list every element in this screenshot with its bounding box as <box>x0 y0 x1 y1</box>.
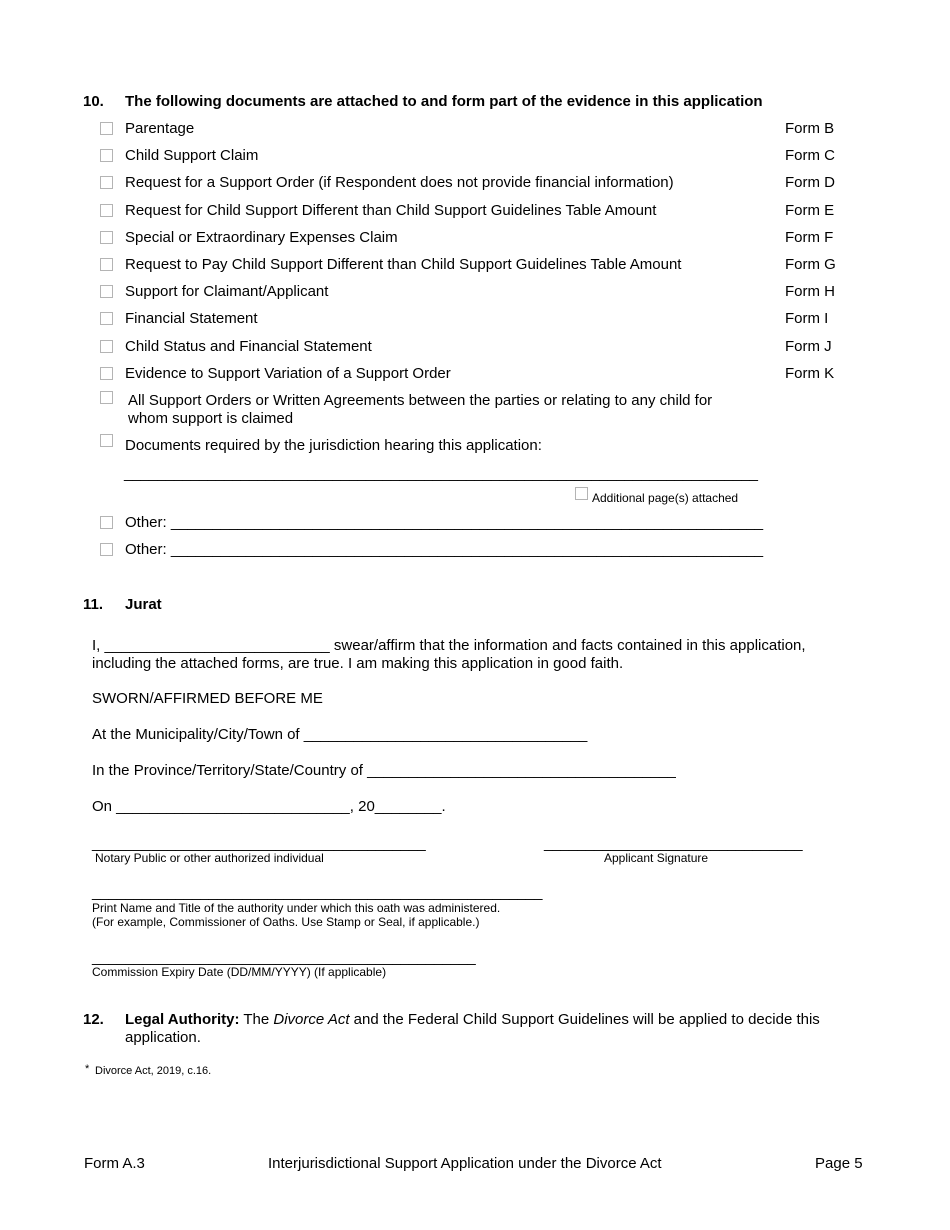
other-1-checkbox[interactable] <box>100 516 113 529</box>
document-form-ref: Form J <box>785 338 832 355</box>
notary-signature-line[interactable]: ________________________________________ <box>92 835 426 852</box>
legal-authority-text-pre: The <box>239 1011 274 1028</box>
footer-form-id: Form A.3 <box>84 1155 145 1172</box>
print-name-line[interactable]: ______________________________________________________ <box>92 884 543 901</box>
document-checkbox[interactable] <box>100 285 113 298</box>
divorce-act-name: Divorce Act <box>273 1011 350 1028</box>
section-12-number: 12. <box>83 1011 104 1028</box>
document-form-ref: Form I <box>785 310 829 327</box>
document-form-ref: Form B <box>785 120 835 137</box>
support-orders-label-line1: All Support Orders or Written Agreements between the parties or relating to any child for <box>128 392 713 409</box>
document-form-ref: Form H <box>785 283 835 300</box>
footnote-text: Divorce Act, 2019, c.16. <box>95 1065 212 1077</box>
other-2-field[interactable]: Other: _______________________________________________________________________ <box>125 541 764 558</box>
section-11-number: 11. <box>83 596 104 613</box>
document-label: Parentage <box>125 120 195 137</box>
document-label: Request for a Support Order (if Respondent does not provide financial information) <box>125 174 674 191</box>
document-checkbox[interactable] <box>100 312 113 325</box>
document-form-ref: Form K <box>785 365 835 382</box>
jurisdiction-docs-label: Documents required by the jurisdiction hearing this application: <box>125 437 542 454</box>
legal-authority-heading: Legal Authority: <box>125 1011 240 1028</box>
section-10-number: 10. <box>83 93 104 110</box>
document-label: Financial Statement <box>125 310 258 327</box>
document-label: Special or Extraordinary Expenses Claim <box>125 229 398 246</box>
footer-title: Interjurisdictional Support Application under the Divorce Act <box>268 1155 662 1172</box>
document-checkbox[interactable] <box>100 176 113 189</box>
section-11-heading: Jurat <box>125 596 162 613</box>
print-name-label-1: Print Name and Title of the authority under which this oath was administered. <box>92 901 501 915</box>
document-label: Support for Claimant/Applicant <box>125 283 329 300</box>
commission-expiry-line[interactable]: ______________________________________________ <box>92 949 476 966</box>
municipality-field[interactable]: At the Municipality/City/Town of __________________________________ <box>92 726 588 743</box>
applicant-signature-label: Applicant Signature <box>604 851 709 865</box>
date-field[interactable]: On ____________________________, 20________. <box>92 798 446 815</box>
document-checkbox[interactable] <box>100 204 113 217</box>
section-12-text-line1 <box>125 1011 820 1029</box>
jurisdiction-docs-checkbox[interactable] <box>100 434 113 447</box>
document-form-ref: Form E <box>785 202 835 219</box>
print-name-label-2: (For example, Commissioner of Oaths. Use Stamp or Seal, if applicable.) <box>92 915 480 929</box>
legal-authority-text-post: and the Federal Child Support Guidelines will be applied to decide this <box>349 1011 820 1028</box>
document-checkbox[interactable] <box>100 122 113 135</box>
jurisdiction-docs-blank[interactable]: ____________________________________________________________________________ <box>124 465 759 482</box>
document-label: Child Status and Financial Statement <box>125 338 372 355</box>
section-12-text-line2: application. <box>125 1029 201 1046</box>
document-label: Request to Pay Child Support Different than Child Support Guidelines Table Amount <box>125 256 682 273</box>
section-10-heading: The following documents are attached to and form part of the evidence in this application <box>125 93 763 110</box>
oath-line-2: including the attached forms, are true. I am making this application in good faith. <box>92 655 624 672</box>
document-checkbox[interactable] <box>100 258 113 271</box>
additional-pages-label: Additional page(s) attached <box>592 491 739 505</box>
document-label: Child Support Claim <box>125 147 259 164</box>
notary-signature-label: Notary Public or other authorized individual <box>95 851 324 865</box>
footer-page-number: Page 5 <box>815 1155 863 1172</box>
support-orders-label-line2: whom support is claimed <box>128 410 294 427</box>
document-label: Evidence to Support Variation of a Support Order <box>125 365 451 382</box>
other-1-field[interactable]: Other: _______________________________________________________________________ <box>125 514 764 531</box>
document-checkbox[interactable] <box>100 231 113 244</box>
other-2-checkbox[interactable] <box>100 543 113 556</box>
document-form-ref: Form G <box>785 256 836 273</box>
document-form-ref: Form F <box>785 229 834 246</box>
support-orders-checkbox[interactable] <box>100 391 113 404</box>
additional-pages-checkbox[interactable] <box>575 487 588 500</box>
document-checkbox[interactable] <box>100 367 113 380</box>
commission-expiry-label: Commission Expiry Date (DD/MM/YYYY) (If applicable) <box>92 965 387 979</box>
oath-line-1[interactable]: I, ___________________________ swear/affirm that the information and facts contained in this application, <box>92 637 806 654</box>
sworn-affirmed-text: SWORN/AFFIRMED BEFORE ME <box>92 690 323 707</box>
document-checkbox[interactable] <box>100 149 113 162</box>
province-field[interactable]: In the Province/Territory/State/Country of _____________________________________ <box>92 762 676 779</box>
document-checkbox[interactable] <box>100 340 113 353</box>
document-label: Request for Child Support Different than Child Support Guidelines Table Amount <box>125 202 657 219</box>
document-form-ref: Form D <box>785 174 835 191</box>
document-form-ref: Form C <box>785 147 835 164</box>
applicant-signature-line[interactable]: _______________________________ <box>544 835 803 852</box>
footnote-marker: * <box>85 1063 90 1075</box>
